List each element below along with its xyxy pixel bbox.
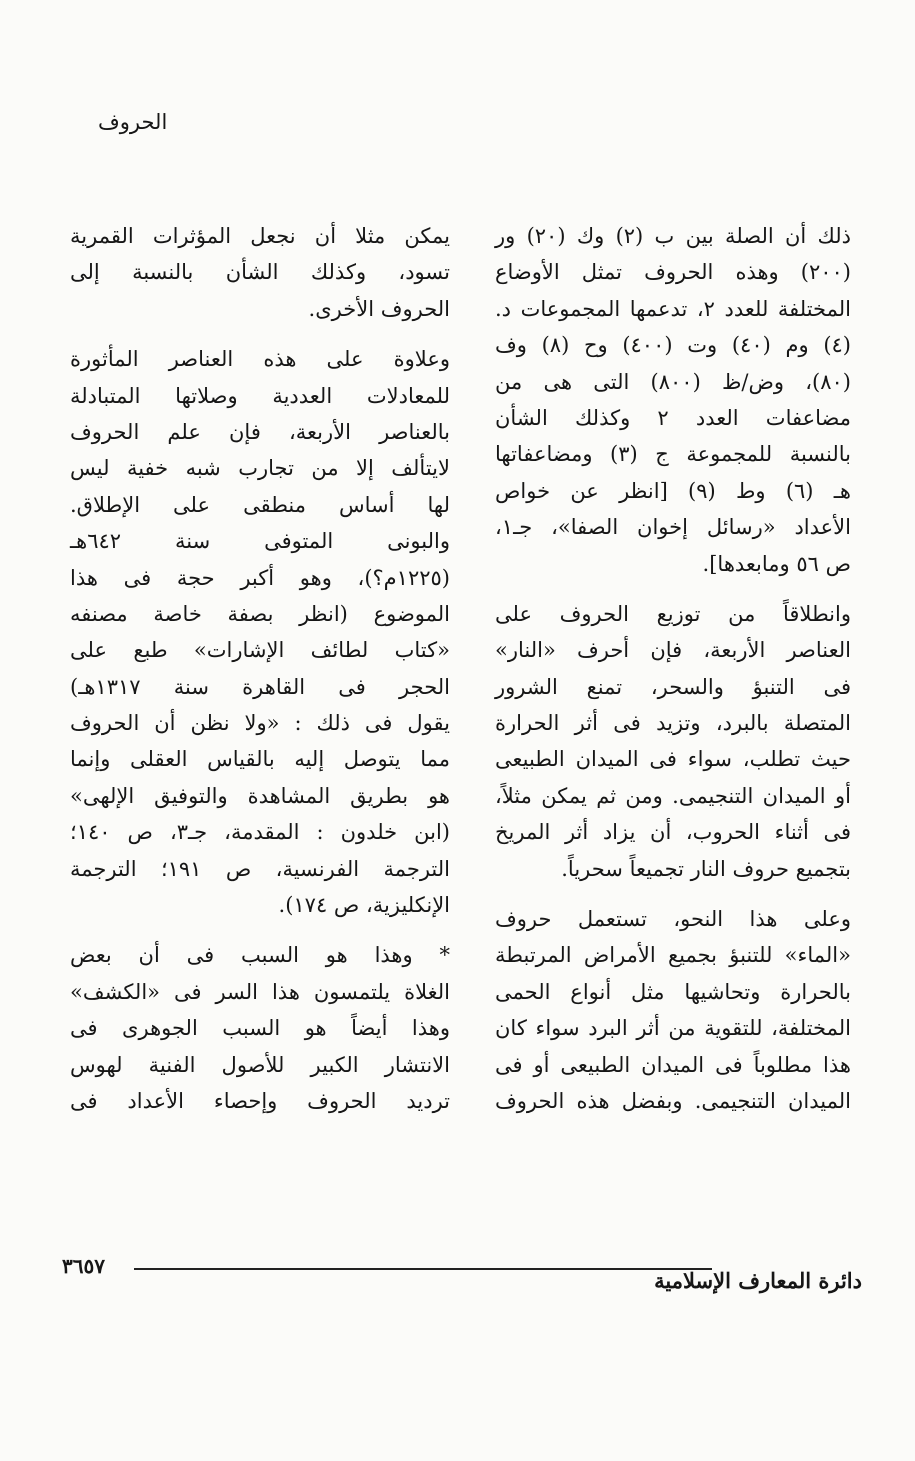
text-line: هـ (٦) وط (٩) [انظر عن خواص	[495, 478, 851, 503]
text-line: الإنكليزية، ص ١٧٤).	[278, 893, 450, 918]
text-line: وهذا أيضاً هو السبب الجوهرى فى	[70, 1016, 450, 1041]
text-line: (٤) وم (٤٠) وت (٤٠٠) وح (٨) وف	[495, 333, 851, 358]
text-line: (١٢٢٥م؟)، وهو أكبر حجة فى هذا	[70, 565, 450, 590]
text-line: «الماء» للتنبؤ بجميع الأمراض المرتبطة	[495, 943, 851, 968]
text-line: (٨٠)، وض/ظ (٨٠٠) التى هى من	[495, 369, 851, 394]
paragraph	[70, 218, 450, 327]
text-line: مما يتوصل إليه بالقياس العقلى وإنما	[70, 747, 450, 772]
text-line: الانتشار الكبير للأصول الفنية لهوس	[70, 1052, 450, 1077]
page-footer	[62, 1248, 862, 1308]
text-line: المختلفة، للتقوية من أثر البرد سواء كان	[495, 1016, 851, 1041]
text-line: ذلك أن الصلة بين ب (٢) وك (٢٠) ور	[495, 224, 851, 248]
text-line: الموضوع (انظر بصفة خاصة مصنفه	[70, 601, 450, 626]
text-line: (٢٠٠) وهذه الحروف تمثل الأوضاع	[495, 260, 851, 285]
text-line: وانطلاقاً من توزيع الحروف على	[495, 601, 851, 626]
paragraph	[495, 596, 851, 887]
text-line: لايتألف إلا من تجارب شبه خفية ليس	[70, 456, 450, 481]
text-line: مضاعفات العدد ٢ وكذلك الشأن	[495, 405, 851, 430]
text-line: ترديد الحروف وإحصاء الأعداد فى	[70, 1088, 450, 1113]
text-line: المختلفة للعدد ٢، تدعمها المجموعات د.	[495, 296, 851, 321]
text-line: بالعناصر الأربعة، فإن علم الحروف	[70, 419, 450, 444]
text-line: تسود، وكذلك الشأن بالنسبة إلى	[70, 260, 450, 285]
text-line: فى أثناء الحروب، أن يزاد أثر المريخ	[495, 820, 851, 845]
text-column-left	[70, 218, 450, 1119]
text-line: الحجر فى القاهرة سنة ١٣١٧هـ)	[70, 674, 450, 699]
text-line: المتصلة بالبرد، وتزيد فى أثر الحرارة	[495, 711, 851, 736]
text-line: الأعداد «رسائل إخوان الصفا»، جـ١،	[495, 515, 851, 540]
text-line: «كتاب لطائف الإشارات» طبع على	[70, 638, 450, 663]
text-line: الغلاة يلتمسون هذا السر فى «الكشف»	[70, 979, 450, 1004]
text-line: هو بطريق المشاهدة والتوفيق الإلهى»	[70, 783, 450, 808]
running-header: الحروف	[98, 110, 168, 134]
text-line: وعلى هذا النحو، تستعمل حروف	[495, 907, 851, 932]
paragraph	[495, 218, 851, 582]
paragraph	[70, 937, 450, 1119]
text-line: أو الميدان التنجيمى. ومن ثم يمكن مثلاً،	[495, 783, 851, 808]
text-line: فى التنبؤ والسحر، تمنع الشرور	[495, 674, 851, 699]
text-line: الترجمة الفرنسية، ص ١٩١؛ الترجمة	[70, 856, 450, 881]
publication-title: دائرة المعارف الإسلامية	[654, 1268, 862, 1293]
text-line: هذا مطلوباً فى الميدان الطبيعى أو فى	[495, 1052, 851, 1077]
text-line: (ابن خلدون : المقدمة، جـ٣، ص ١٤٠؛	[70, 820, 450, 845]
text-line: الحروف الأخرى.	[308, 296, 450, 321]
text-line: يقول فى ذلك : «ولا نظن أن الحروف	[70, 711, 450, 736]
text-line: بتجميع حروف النار تجميعاً سحرياً.	[561, 856, 851, 881]
paragraph	[70, 341, 450, 923]
page-number: ٣٦٥٧	[62, 1254, 105, 1278]
text-line: * وهذا هو السبب فى أن بعض	[70, 943, 450, 968]
text-line: بالنسبة للمجموعة ج (٣) ومضاعفاتها	[495, 442, 851, 467]
text-line: لها أساس منطقى على الإطلاق.	[70, 492, 450, 517]
text-line: العناصر الأربعة، فإن أحرف «النار»	[495, 638, 851, 663]
text-line: حيث تطلب، سواء فى الميدان الطبيعى	[495, 747, 851, 772]
text-column-right	[495, 218, 851, 1119]
footer-rule	[134, 1268, 712, 1270]
text-line: بالحرارة وتحاشيها مثل أنواع الحمى	[495, 979, 851, 1004]
text-line: يمكن مثلا أن نجعل المؤثرات القمرية	[70, 224, 450, 248]
text-line: ص ٥٦ ومابعدها].	[702, 551, 851, 576]
text-line: وعلاوة على هذه العناصر المأثورة	[70, 347, 450, 372]
text-line: الميدان التنجيمى. وبفضل هذه الحروف	[495, 1088, 851, 1113]
paragraph	[495, 901, 851, 1119]
text-line: للمعادلات العددية وصلاتها المتبادلة	[70, 383, 450, 408]
text-line: والبونى المتوفى سنة ٦٤٢هـ	[70, 529, 450, 554]
